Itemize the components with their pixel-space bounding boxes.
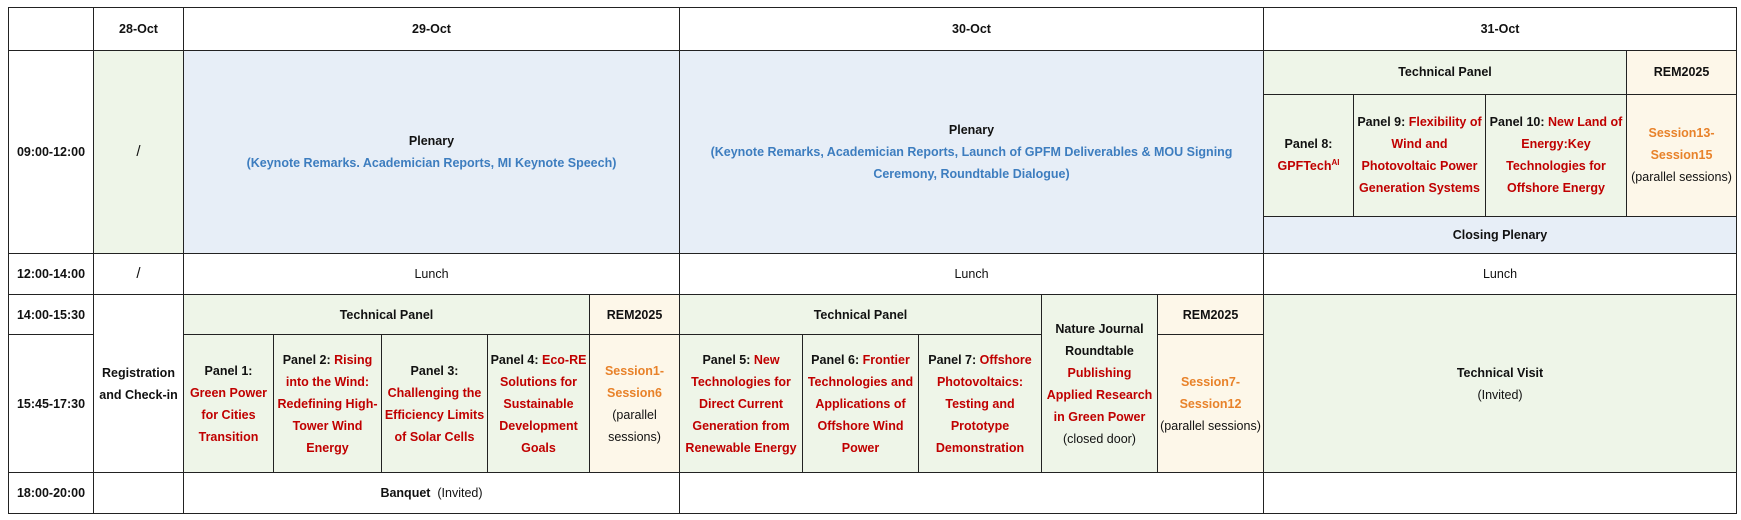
- day31-lunch-cell: Lunch: [1264, 254, 1737, 295]
- day30-lunch-cell: Lunch: [680, 254, 1264, 295]
- nature-roundtable-note: (closed door): [1063, 431, 1136, 446]
- banquet-cell: [184, 473, 680, 514]
- panel3-label: Panel 3:: [410, 363, 459, 378]
- nature-roundtable-topic: Publishing Applied Research in Green Power: [1046, 365, 1153, 424]
- panel9-label: Panel 9:: [1357, 115, 1406, 130]
- banquet-note: (Invited): [437, 486, 483, 501]
- panel7-label: Panel 7:: [928, 352, 977, 367]
- day30-plenary-subtitle: (Keynote Remarks, Academician Reports, Launch of GPFM Deliverables & MOU Signing Ceremony, Roundtable Dialogue): [710, 145, 1233, 182]
- day31-rem-note: (parallel sessions): [1631, 170, 1732, 185]
- day31-rem-header: REM2025: [1627, 50, 1737, 94]
- panel4-cell: [488, 335, 590, 473]
- day31-rem-sessions: Session13-Session15: [1648, 126, 1715, 163]
- panel9-cell: [1354, 94, 1486, 217]
- day31-rem-cell: [1627, 94, 1737, 217]
- panel1-label: Panel 1:: [204, 363, 253, 378]
- day29-lunch-cell: Lunch: [184, 254, 680, 295]
- day28-evening-cell: [94, 473, 184, 514]
- time-evening: 18:00-20:00: [9, 473, 94, 514]
- time-morning: 09:00-12:00: [9, 50, 94, 254]
- day29-rem-cell: [590, 335, 680, 473]
- day29-rem-note: (parallel sessions): [608, 407, 661, 444]
- time-lunch: 12:00-14:00: [9, 254, 94, 295]
- time-afternoon-2: 15:45-17:30: [9, 335, 94, 473]
- panel8-cell: [1264, 94, 1354, 217]
- panel6-label: Panel 6:: [811, 352, 860, 367]
- technical-visit-title: Technical Visit: [1456, 365, 1544, 380]
- day28-registration-cell: Registration and Check-in: [94, 294, 184, 473]
- banquet-title: Banquet: [380, 486, 431, 501]
- panel2-label: Panel 2:: [282, 352, 331, 367]
- panel8-superscript: AI: [1331, 158, 1340, 168]
- panel7-title: Offshore Photovoltaics: Testing and Prototype Demonstration: [935, 352, 1032, 455]
- panel4-label: Panel 4:: [490, 352, 539, 367]
- nature-roundtable-title: Nature Journal Roundtable: [1055, 321, 1144, 358]
- nature-roundtable-cell: [1042, 294, 1158, 473]
- day30-rem-sessions: Session7-Session12: [1179, 374, 1242, 411]
- panel3-title: Challenging the Efficiency Limits of Solar Cells: [384, 385, 485, 444]
- panel8-title: GPFTech: [1277, 159, 1332, 174]
- day29-plenary-cell: [184, 50, 680, 254]
- panel1-title: Green Power for Cities Transition: [189, 385, 268, 444]
- day31-technical-panel-header: Technical Panel: [1264, 50, 1627, 94]
- day30-rem-cell: [1158, 335, 1264, 473]
- day30-rem-header: REM2025: [1158, 294, 1264, 335]
- day30-plenary-title: Plenary: [948, 123, 995, 138]
- panel5-cell: [680, 335, 803, 473]
- panel2-title: Rising into the Wind: Redefining High-Tower Wind Energy: [277, 352, 378, 455]
- day29-rem-sessions: Session1-Session6: [604, 363, 665, 400]
- day30-plenary-cell: [680, 50, 1264, 254]
- day30-evening-cell: [680, 473, 1264, 514]
- corner-cell: [9, 8, 94, 51]
- day28-morning-cell: /: [94, 50, 184, 254]
- date-header-28: 28-Oct: [94, 8, 184, 51]
- date-header-30: 30-Oct: [680, 8, 1264, 51]
- day29-rem-header: REM2025: [590, 294, 680, 335]
- day30-technical-panel-header: Technical Panel: [680, 294, 1042, 335]
- panel9-title: Flexibility of Wind and Photovoltaic Power Generation Systems: [1359, 115, 1482, 196]
- technical-visit-note: (Invited): [1477, 387, 1523, 402]
- panel2-cell: [274, 335, 382, 473]
- panel10-title: New Land of Energy:Key Technologies for Offshore Energy: [1506, 115, 1623, 196]
- panel7-cell: [919, 335, 1042, 473]
- panel6-cell: [803, 335, 919, 473]
- panel4-title: Eco-RE Solutions for Sustainable Development Goals: [499, 352, 587, 455]
- time-afternoon-1: 14:00-15:30: [9, 294, 94, 335]
- date-header-29: 29-Oct: [184, 8, 680, 51]
- panel3-cell: [382, 335, 488, 473]
- panel1-cell: [184, 335, 274, 473]
- closing-plenary-cell: Closing Plenary: [1264, 217, 1737, 254]
- panel5-title: New Technologies for Direct Current Generation from Renewable Energy: [685, 352, 797, 455]
- day30-rem-note: (parallel sessions): [1160, 418, 1261, 433]
- technical-visit-cell: [1264, 294, 1737, 473]
- panel10-cell: [1486, 94, 1627, 217]
- day29-technical-panel-header: Technical Panel: [184, 294, 590, 335]
- panel6-title: Frontier Technologies and Applications of Offshore Wind Power: [807, 352, 914, 455]
- day29-plenary-title: Plenary: [408, 134, 455, 149]
- date-header-31: 31-Oct: [1264, 8, 1737, 51]
- conference-schedule-table: [8, 7, 1737, 514]
- panel10-label: Panel 10:: [1489, 115, 1545, 130]
- day29-plenary-subtitle: (Keynote Remarks. Academician Reports, MI Keynote Speech): [246, 156, 617, 171]
- day31-evening-cell: [1264, 473, 1737, 514]
- panel8-label: Panel 8:: [1284, 137, 1333, 152]
- day28-lunch-cell: /: [94, 254, 184, 295]
- panel5-label: Panel 5:: [702, 352, 751, 367]
